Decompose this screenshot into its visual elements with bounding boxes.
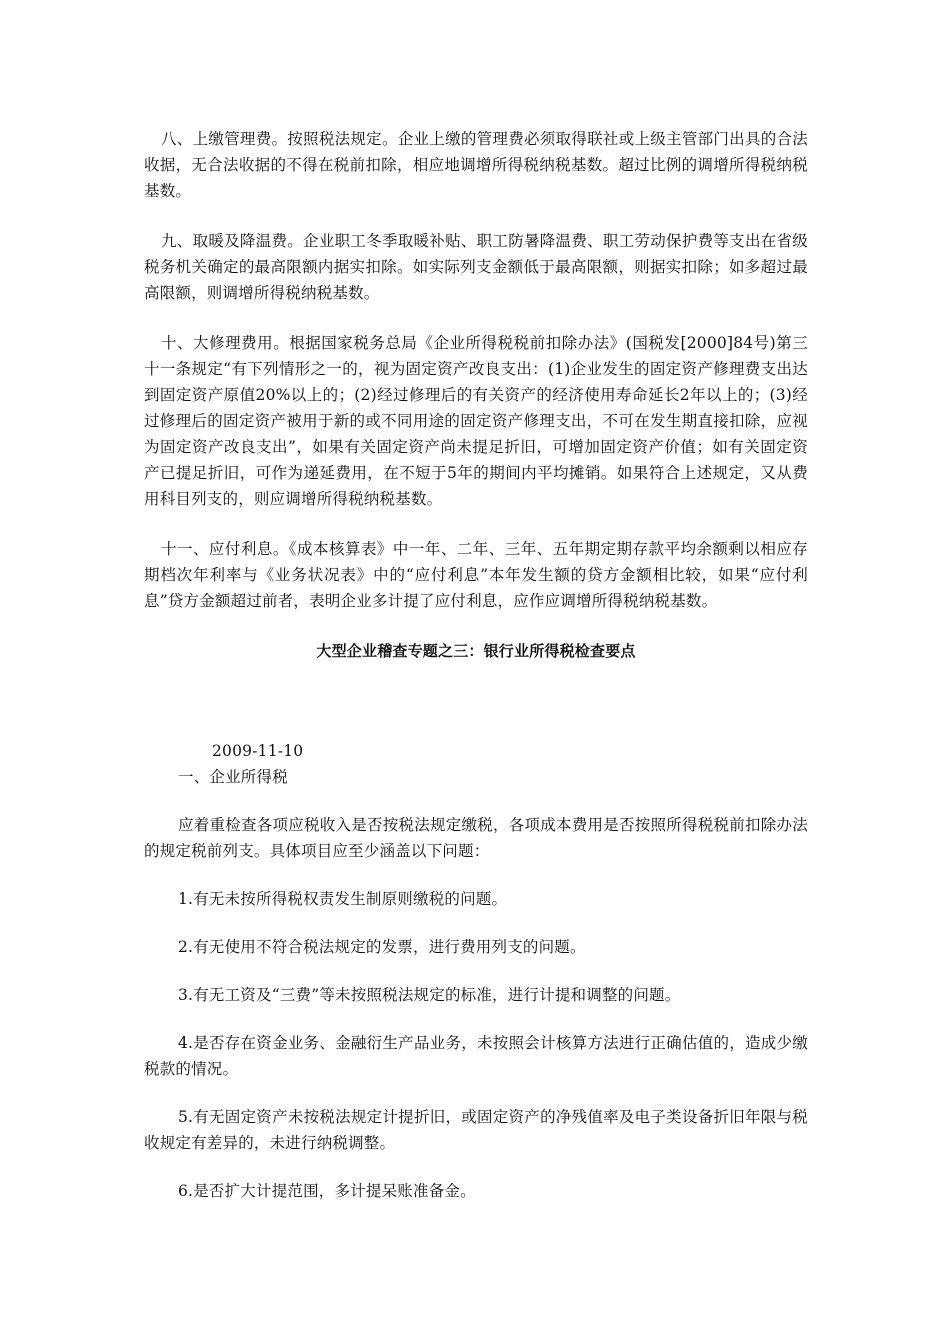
list-item: 2.有无使用不符合税法规定的发票，进行费用列支的问题。 — [178, 938, 586, 956]
section-heading: 一、企业所得税 — [178, 768, 288, 786]
list-item: 6.是否扩大计提范围，多计提呆账准备金。 — [178, 1182, 476, 1200]
document-body — [144, 126, 808, 1204]
list-item: 1.有无未按所得税权责发生制原则缴税的问题。 — [178, 890, 508, 908]
paragraph-management-fee: 八、上缴管理费。按照税法规定。企业上缴的管理费必须取得联社或上级主管部门出具的合法收据，无合法收据的不得在税前扣除，相应地调增所得税纳税基数。超过比例的调增所得税纳税基数。 — [144, 130, 808, 200]
paragraph-interest-payable: 十一、应付利息。《成本核算表》中一年、二年、三年、五年期定期存款平均余额剩以相应存期档次年利率与《业务状况表》中的“应付利息”本年发生额的贷方金额相比较，如果“应付利息”贷方金额超过前者，表明企业多计提了应付利息，应作应调增所得税纳税基数。 — [144, 540, 808, 610]
paragraph-heating-cooling-fee: 九、取暖及降温费。企业职工冬季取暖补贴、职工防暑降温费、职工劳动保护费等支出在省级税务机关确定的最高限额内据实扣除。如实际列支金额低于最高限额，则据实扣除；如多超过最高限额，则调增所得税纳税基数。 — [144, 232, 808, 302]
list-item: 5.有无固定资产未按税法规定计提折旧，或固定资产的净残值率及电子类设备折旧年限与税收规定有差异的，未进行纳税调整。 — [144, 1108, 808, 1152]
article-title: 大型企业稽查专题之三：银行业所得税检查要点 — [316, 642, 636, 660]
list-item: 4.是否存在资金业务、金融衍生产品业务，未按照会计核算方法进行正确估值的，造成少缴税款的情况。 — [144, 1034, 808, 1078]
article-date: 2009-11-10 — [212, 742, 304, 760]
intro-paragraph: 应着重检查各项应税收入是否按税法规定缴税，各项成本费用是否按照所得税税前扣除办法的规定税前列支。具体项目应至少涵盖以下问题： — [144, 816, 808, 860]
list-item: 3.有无工资及“三费”等未按照税法规定的标准，进行计提和调整的问题。 — [178, 986, 681, 1004]
paragraph-major-repair-cost: 十、大修理费用。根据国家税务总局《企业所得税税前扣除办法》(国税发[2000]84号)第三十一条规定“有下列情形之一的，视为固定资产改良支出：(1)企业发生的固定资产修理费支出达到固定资产原值20%以上的；(2)经过修理后的有关资产的经济使用寿命延长2年以上的；(3)经过修理后的固定资产被用于新的或不同用途的固定资产修理支出，不可在发生期直接扣除，应视为固定资产改良支出”，如果有关固定资产尚未提足折旧，可增加固定资产价值；如有关固定资产已提足折旧，可作为递延费用，在不短于5年的期间内平均摊销。如果符合上述规定，又从费用科目列支的，则应调增所得税纳税基数。 — [144, 334, 808, 508]
